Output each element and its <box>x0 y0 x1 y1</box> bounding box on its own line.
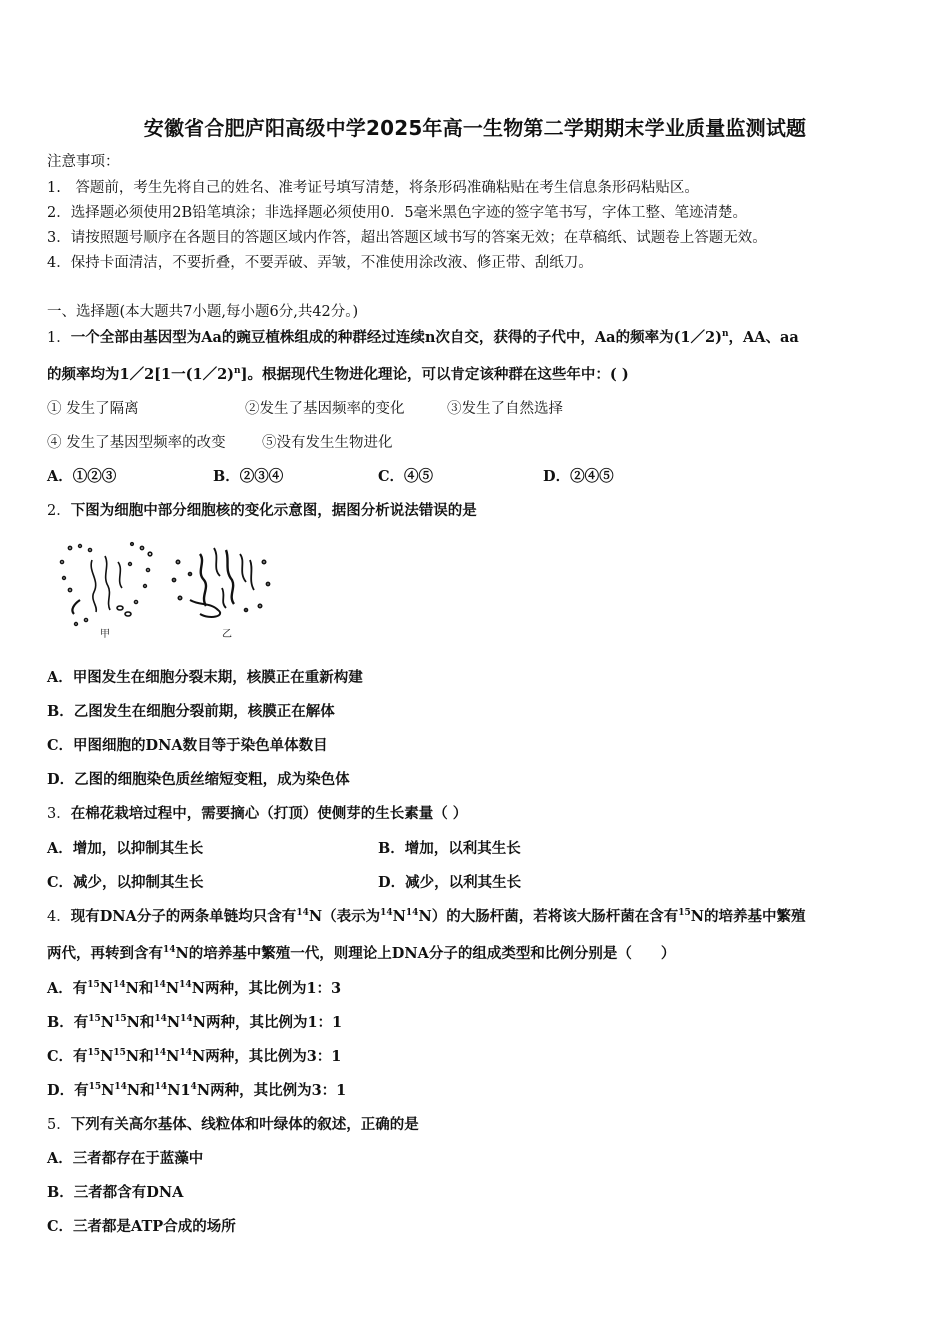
q2-option-b[interactable]: B．乙图发生在细胞分裂前期，核膜正在解体 <box>47 703 335 720</box>
notice-item-3: 3．请按照题号顺序在各题目的答题区域内作答，超出答题区域书写的答案无效；在草稿纸、试题卷上答题无效。 <box>47 230 767 246</box>
figure-jia <box>61 543 152 626</box>
question-2-stem: 2．下图为细胞中部分细胞核的变化示意图，据图分析说法错误的是 <box>47 502 477 519</box>
option-b[interactable]: B．②③④ <box>213 468 284 485</box>
question-3-stem: 3．在棉花栽培过程中，需要摘心（打顶）使侧芽的生长素量（ ） <box>47 805 468 822</box>
notice-item-2: 2．选择题必须使用2B铅笔填涂；非选择题必须使用0．5毫米黑色字迹的签字笔书写，字体工整、笔迹清楚。 <box>47 205 748 221</box>
q3-option-b[interactable]: B．增加，以利其生长 <box>378 840 521 857</box>
question-1-line-1: 1．一个全部由基因型为Aa的豌豆植株组成的种群经过连续n次自交，获得的子代中，Aa的频率为(1／2)$^n$，AA、aa <box>47 329 799 346</box>
page-title: 安徽省合肥庐阳高级中学2025年高一生物第二学期期末学业质量监测试题 <box>143 116 807 140</box>
option-a[interactable]: A．①②③ <box>47 468 117 485</box>
statement-4: ④ 发生了基因型频率的改变 <box>47 435 226 451</box>
q3-option-a[interactable]: A．增加，以抑制其生长 <box>47 840 204 857</box>
q5-option-b[interactable]: B．三者都含有DNA <box>47 1184 184 1201</box>
question-4-line-2: 两代，再转到含有$^{14}$N的培养基中繁殖一代，则理论上DNA分子的组成类型和比例分别是（ ） <box>47 945 676 962</box>
cell-nucleus-figure <box>50 540 290 645</box>
q4-option-b[interactable]: B．有$^{15}N^{15}N$和$^{14}N^{14}N$两种，其比例为1：1 <box>47 1014 343 1031</box>
statement-5: ⑤没有发生生物进化 <box>262 435 393 451</box>
q5-option-a[interactable]: A．三者都存在于蓝藻中 <box>47 1150 204 1167</box>
figure-label-jia: 甲 <box>100 629 110 640</box>
figure-yi <box>173 548 270 617</box>
notice-item-1: 1. 答题前，考生先将自己的姓名、准考证号填写清楚，将条形码准确粘贴在考生信息条形码粘贴区。 <box>47 180 699 196</box>
option-c[interactable]: C．④⑤ <box>378 468 434 485</box>
statement-2: ②发生了基因频率的变化 <box>245 401 405 417</box>
section-heading: 一、选择题(本大题共7小题,每小题6分,共42分。) <box>47 304 359 320</box>
q2-option-a[interactable]: A．甲图发生在细胞分裂末期，核膜正在重新构建 <box>47 669 363 686</box>
option-d[interactable]: D．②④⑤ <box>543 468 614 485</box>
q3-option-d[interactable]: D．减少，以利其生长 <box>378 874 522 891</box>
notice-item-4: 4．保持卡面清洁，不要折叠，不要弄破、弄皱，不准使用涂改液、修正带、刮纸刀。 <box>47 255 593 271</box>
q4-option-d[interactable]: D．有$^{15}N^{14}N$和$^{14}N1^4N$两种，其比例为3：1 <box>47 1082 347 1099</box>
figure-label-yi: 乙 <box>222 629 232 640</box>
q4-option-a[interactable]: A．有$^{15}N^{14}N$和$^{14}N^{14}N$两种，其比例为1：3 <box>47 980 342 997</box>
question-5-stem: 5．下列有关高尔基体、线粒体和叶绿体的叙述，正确的是 <box>47 1116 419 1133</box>
q2-option-c[interactable]: C．甲图细胞的DNA数目等于染色单体数目 <box>47 737 328 754</box>
q3-option-c[interactable]: C．减少，以抑制其生长 <box>47 874 204 891</box>
q5-option-c[interactable]: C．三者都是ATP合成的场所 <box>47 1218 236 1235</box>
statement-1: ① 发生了隔离 <box>47 401 139 417</box>
q2-option-d[interactable]: D．乙图的细胞染色质丝缩短变粗，成为染色体 <box>47 771 350 788</box>
statement-3: ③发生了自然选择 <box>447 401 563 417</box>
q4-option-c[interactable]: C．有$^{15}N^{15}N$和$^{14}N^{14}N$两种，其比例为3：1 <box>47 1048 342 1065</box>
question-1-line-2: 的频率均为1／2[1一(1／2)$^n$]。根据现代生物进化理论，可以肯定该种群在这些年中：( ) <box>47 366 629 383</box>
notice-heading: 注意事项： <box>47 154 120 170</box>
question-4-line-1: 4．现有DNA分子的两条单链均只含有$^{14}$N（表示为$^{14}N^{14}N$）的大肠杆菌，若将该大肠杆菌在含有$^{15}$N的培养基中繁殖 <box>47 908 806 925</box>
question-number: 1． <box>47 330 71 346</box>
